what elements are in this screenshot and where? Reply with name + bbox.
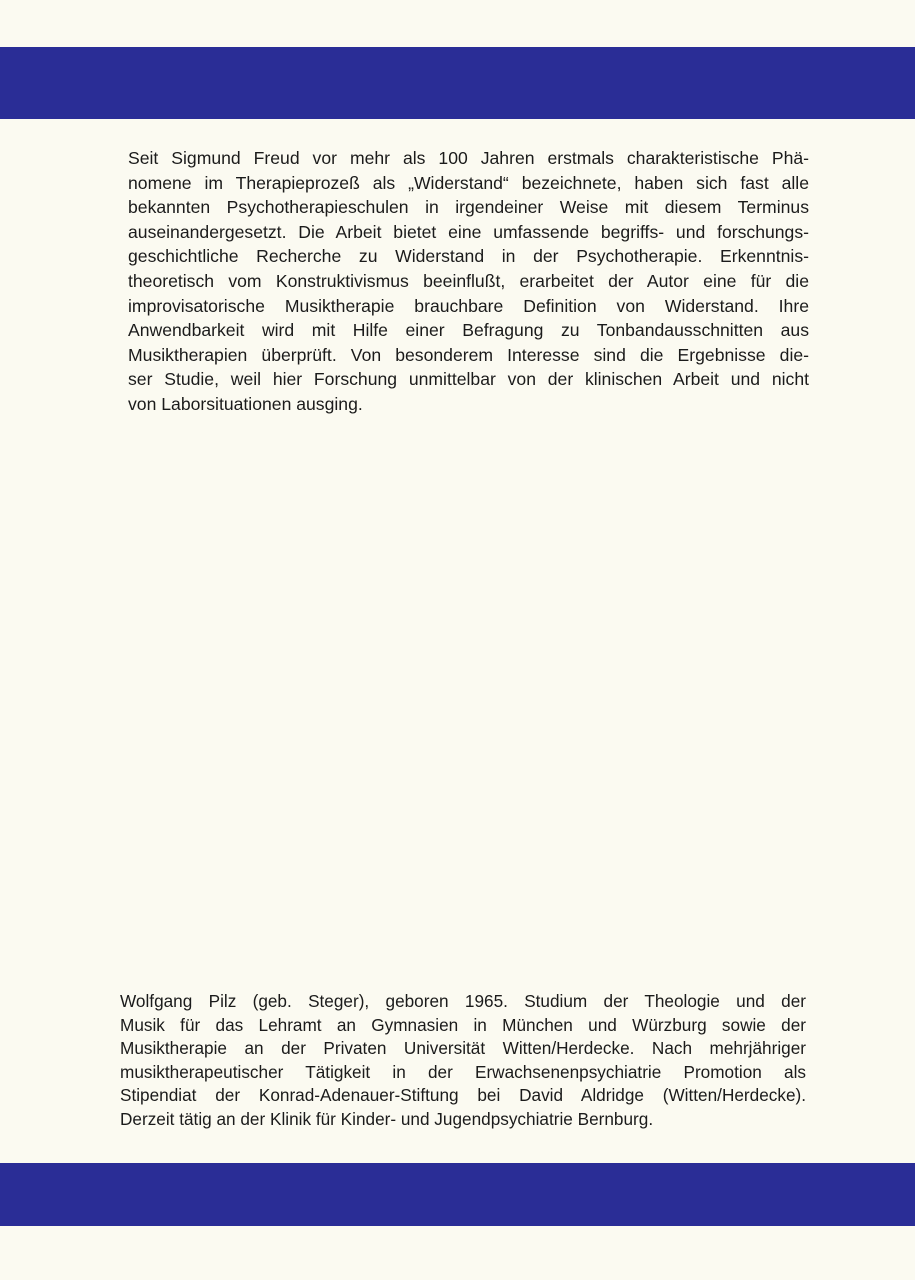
description-line: auseinandergesetzt. Die Arbeit bietet eine umfassende begriffs- und forschungs- bbox=[128, 221, 809, 242]
biography-line: Derzeit tätig an der Klinik für Kinder- und Jugendpsychiatrie Bernburg. bbox=[120, 1108, 654, 1129]
description-line: geschichtliche Recherche zu Widerstand in der Psychotherapie. Erkenntnis- bbox=[128, 246, 809, 267]
biography-line: Stipendiat der Konrad-Adenauer-Stiftung bei David Aldridge (Witten/Herdecke). bbox=[120, 1085, 806, 1106]
description-line: Musiktherapien überprüft. Von besonderem Interesse sind die Ergebnisse die- bbox=[128, 344, 809, 365]
biography-line: Musik für das Lehramt an Gymnasien in München und Würzburg sowie der bbox=[120, 1014, 806, 1035]
top-color-band bbox=[0, 47, 915, 119]
description-line: Anwendbarkeit wird mit Hilfe einer Befragung zu Tonbandausschnitten aus bbox=[128, 320, 809, 341]
book-description bbox=[128, 146, 809, 417]
description-line: Seit Sigmund Freud vor mehr als 100 Jahren erstmals charakteristische Phä- bbox=[128, 148, 809, 168]
biography-line: musiktherapeutischer Tätigkeit in der Erwachsenenpsychiatrie Promotion als bbox=[120, 1061, 806, 1082]
biography-line: Wolfgang Pilz (geb. Steger), geboren 1965. Studium der Theologie und der bbox=[120, 991, 806, 1011]
description-line: nomene im Therapieprozeß als „Widerstand“ bezeichnete, haben sich fast alle bbox=[128, 172, 809, 193]
author-biography bbox=[120, 990, 806, 1132]
description-line: theoretisch vom Konstruktivismus beeinflußt, erarbeitet der Autor eine für die bbox=[128, 270, 809, 291]
description-line: ser Studie, weil hier Forschung unmittelbar von der klinischen Arbeit und nicht bbox=[128, 369, 809, 390]
description-line: von Laborsituationen ausging. bbox=[128, 393, 363, 414]
description-line: improvisatorische Musiktherapie brauchbare Definition von Widerstand. Ihre bbox=[128, 295, 809, 316]
bottom-color-band bbox=[0, 1163, 915, 1226]
description-line: bekannten Psychotherapieschulen in irgendeiner Weise mit diesem Terminus bbox=[128, 197, 809, 218]
biography-line: Musiktherapie an der Privaten Universität Witten/Herdecke. Nach mehrjähriger bbox=[120, 1038, 806, 1059]
